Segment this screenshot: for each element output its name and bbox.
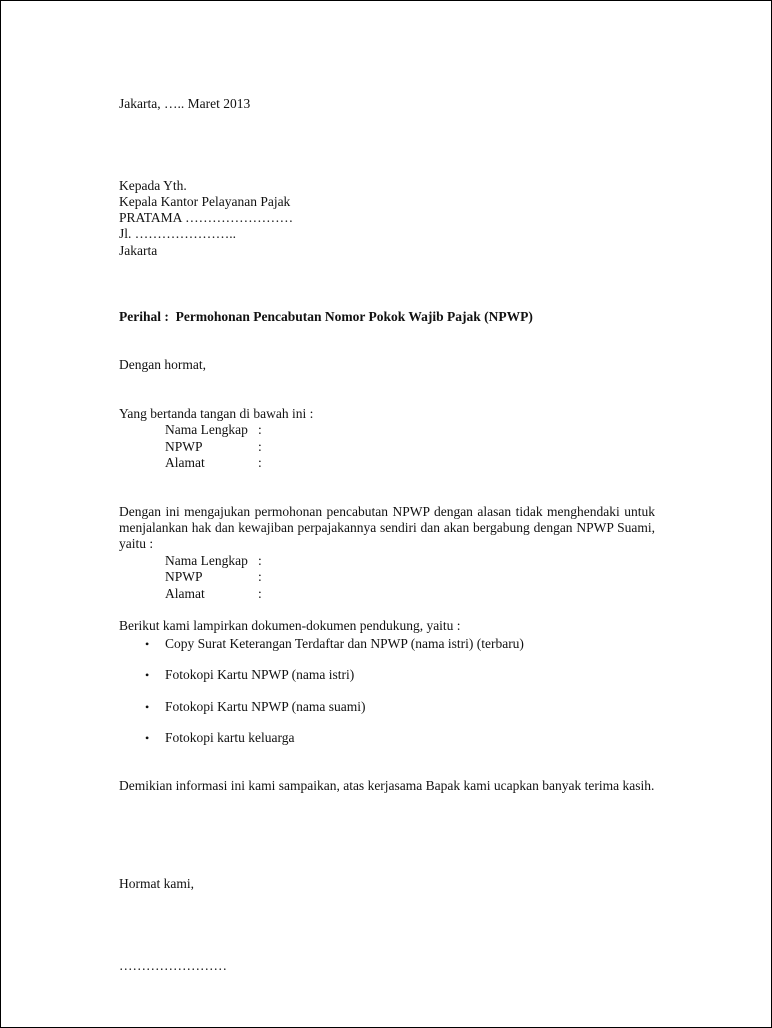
attachments-intro: Berikut kami lampirkan dokumen-dokumen pendukung, yaitu : [119,618,461,633]
bullet-4: • [145,731,150,745]
attachment-item-3: Fotokopi Kartu NPWP (nama suami) [165,699,366,714]
field-address-1: Alamat : [165,455,262,470]
recipient-line-2: Kepala Kantor Pelayanan Pajak [119,194,291,209]
field-npwp-2: NPWP : [165,569,262,584]
closing-paragraph: Demikian informasi ini kami sampaikan, atas kerjasama Bapak kami ucapkan banyak terima kasih. [119,778,655,793]
body-paragraph: Dengan ini mengajukan permohonan pencabutan NPWP dengan alasan tidak menghendaki untuk menjalankan hak dan kewajiban perpajakannya sendiri dan akan bergabung dengan NPWP Suami, yaitu : [119,504,655,551]
bullet-3: • [145,700,150,714]
recipient-line-4: Jl. ………………….. [119,226,237,241]
attachment-item-4: Fotokopi kartu keluarga [165,730,295,745]
bullet-2: • [145,668,150,682]
recipient-line-1: Kepada Yth. [119,178,187,193]
regards-line: Hormat kami, [119,876,194,891]
bullet-1: • [145,637,150,651]
subject-line [119,309,533,325]
salutation: Dengan hormat, [119,357,206,372]
intro-line: Yang bertanda tangan di bawah ini : [119,406,314,421]
attachment-item-1: Copy Surat Keterangan Terdaftar dan NPWP (nama istri) (terbaru) [165,636,524,651]
recipient-line-3: PRATAMA …………………… [119,210,294,225]
subject-label: Perihal : [119,309,169,324]
subject-text: Permohonan Pencabutan Nomor Pokok Wajib Pajak (NPWP) [175,309,533,324]
recipient-line-5: Jakarta [119,243,158,258]
field-name-1: Nama Lengkap : [165,422,262,437]
field-name-2: Nama Lengkap : [165,553,262,568]
field-address-2: Alamat : [165,586,262,601]
field-npwp-1: NPWP : [165,439,262,454]
signature-line: …………………… [119,958,227,973]
date-line: Jakarta, ….. Maret 2013 [119,96,251,111]
attachment-item-2: Fotokopi Kartu NPWP (nama istri) [165,667,355,682]
